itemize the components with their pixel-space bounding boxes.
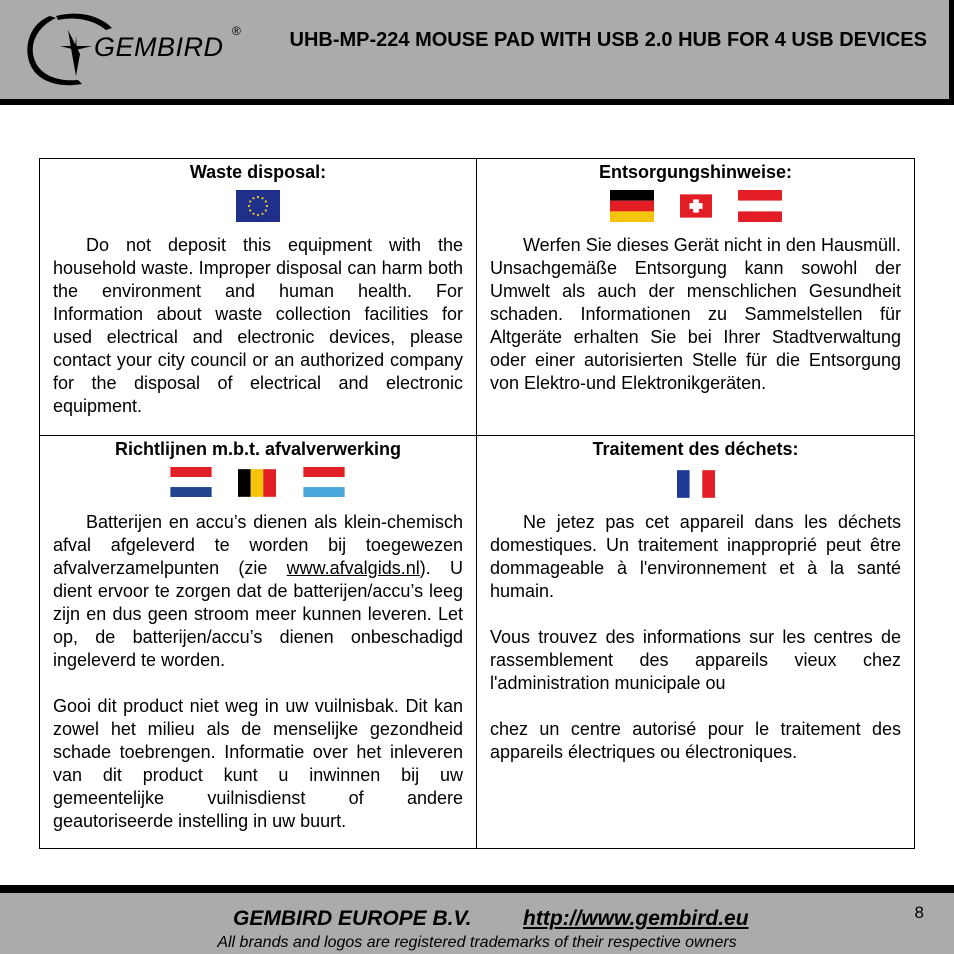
dutch-text-start: Batterijen en accu’s dienen als klein-chemisch afval afgeleverd te worden bij toegewezen afvalverzamelpunten (zie bbox=[53, 512, 463, 578]
document-title: UHB-MP-224 MOUSE PAD WITH USB 2.0 HUB FOR 4 USB DEVICES bbox=[289, 29, 927, 51]
germany-flag-icon bbox=[610, 190, 654, 222]
dutch-paragraph-1 bbox=[53, 511, 463, 672]
section-french bbox=[477, 436, 914, 848]
footer-trademark-note: All brands and logos are registered trademarks of their respective owners bbox=[217, 934, 737, 951]
english-paragraph: Do not deposit this equipment with the household waste. Improper disposal can harm both the environment and human health. For Information about waste collection facilities for used electrical and electronic devices, please contact your city council or an authorized company for the disposal of electrical and electronic equipment. bbox=[53, 235, 463, 416]
section-german bbox=[477, 159, 914, 436]
flag-row-dutch bbox=[53, 467, 463, 501]
belgium-flag-icon bbox=[238, 467, 276, 499]
flag-row-german bbox=[490, 190, 901, 224]
registered-mark: ® bbox=[232, 24, 241, 38]
section-english bbox=[40, 159, 477, 436]
eu-flag-icon bbox=[236, 190, 280, 222]
dutch-text-end: ). U dient ervoor te zorgen dat de batterijen/accu’s leeg zijn en dus geen stroom meer kunnen leveren. Let op, de batterijen/accu’s dienen onbeschadigd ingeleverd te worden. bbox=[53, 558, 463, 670]
page-number: 8 bbox=[914, 903, 924, 922]
german-paragraph: Werfen Sie dieses Gerät nicht in den Hausmüll. Unsachgemäße Entsorgung kann sowohl der Umwelt als auch der menschlichen Gesundheit schaden. Informationen zu Sammelstellen für Altgeräte erhalten Sie bei Ihrer Stadtverwaltung oder einer autorisierten Stelle für die Entsorgung von Elektro-und Elektronikgeräten. bbox=[490, 235, 901, 393]
section-dutch bbox=[40, 436, 477, 848]
footer-company: GEMBIRD EUROPE B.V. bbox=[233, 907, 472, 930]
afvalgids-link[interactable]: www.afvalgids.nl bbox=[286, 558, 420, 578]
flag-row-french bbox=[490, 467, 901, 501]
footer-website-link[interactable]: http://www.gembird.eu bbox=[523, 907, 749, 930]
page-footer bbox=[0, 885, 954, 954]
france-flag-icon bbox=[677, 465, 715, 503]
section-title-french: Traitement des déchets: bbox=[592, 439, 799, 459]
section-title-english: Waste disposal: bbox=[189, 162, 327, 182]
gembird-logo bbox=[20, 6, 250, 92]
french-paragraph-1: Ne jetez pas cet appareil dans les déchets domestiques. Un traitement inapproprié peut être dommageable à l'environnement et à la santé humain. bbox=[490, 512, 901, 601]
dutch-paragraph-2: Gooi dit product niet weg in uw vuilnisbak. Dit kan zowel het milieu als de menselijke gezondheid schade toebrengen. Informatie over het inleveren van dit product kunt u inwinnen bij uw gemeentelijke vuilnisdienst of andere geautoriseerde instelling in uw buurt. bbox=[53, 696, 463, 831]
netherlands-flag-icon bbox=[170, 467, 212, 497]
french-paragraph-2: Vous trouvez des informations sur les centres de rassemblement des appareils vieux chez l'administration municipale ou bbox=[490, 627, 901, 693]
disposal-table bbox=[39, 158, 915, 849]
french-paragraph-3: chez un centre autorisé pour le traitement des appareils électriques ou électroniques. bbox=[490, 719, 901, 762]
section-title-dutch: Richtlijnen m.b.t. afvalverwerking bbox=[114, 439, 402, 459]
page-header bbox=[0, 0, 954, 105]
luxembourg-flag-icon bbox=[302, 467, 346, 497]
austria-flag-icon bbox=[738, 190, 782, 222]
flag-row-english bbox=[53, 190, 463, 224]
section-title-german: Entsorgungshinweise: bbox=[598, 162, 793, 182]
logo-text: GEMBIRD bbox=[94, 32, 224, 62]
switzerland-flag-icon bbox=[680, 190, 712, 222]
